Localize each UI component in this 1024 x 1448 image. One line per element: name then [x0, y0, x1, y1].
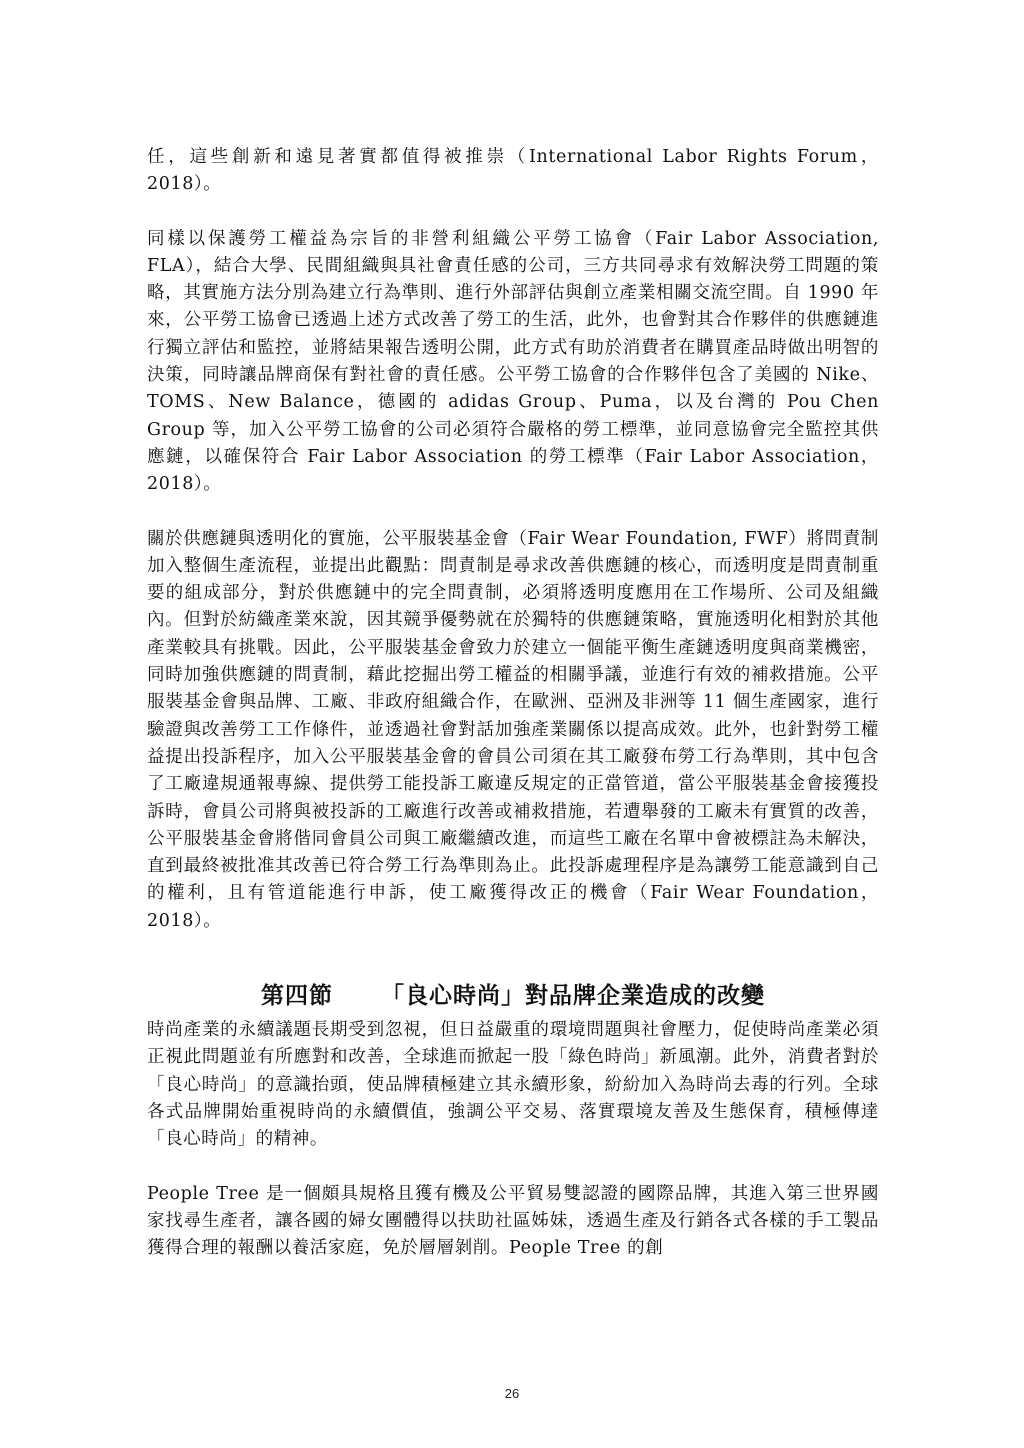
document-body	[147, 144, 879, 1262]
paragraph-fair-wear-foundation: 關於供應鏈與透明化的實施，公平服裝基金會（Fair Wear Foundation, FWF）將問責制加入整個生產流程，並提出此觀點：問責制是尋求改善供應鏈的核心，而透明度是問責制重要的組成部分，對於供應鏈中的完全問責制，必須將透明度應用在工作場所、公司及組織內。但對於紡織產業來說，因其競爭優勢就在於獨特的供應鏈策略，實施透明化相對於其他產業較具有挑戰。因此，公平服裝基金會致力於建立一個能平衡生產鏈透明度與商業機密，同時加強供應鏈的問責制，藉此挖掘出勞工權益的相關爭議，並進行有效的補救措施。公平服裝基金會與品牌、工廠、非政府組織合作，在歐洲、亞洲及非洲等 11 個生產國家，進行驗證與改善勞工工作條件，並透過社會對話加強產業關係以提高成效。此外，也針對勞工權益提出投訴程序，加入公平服裝基金會的會員公司須在其工廠發布勞工行為準則，其中包含了工廠違規通報專線、提供勞工能投訴工廠違反規定的正當管道，當公平服裝基金會接獲投訴時，會員公司將與被投訴的工廠進行改善或補救措施，若遭舉發的工廠未有實質的改善，公平服裝基金會將偕同會員公司與工廠繼續改進，而這些工廠在名單中會被標註為未解決，直到最終被批准其改善已符合勞工行為準則為止。此投訴處理程序是為讓勞工能意識到自己的權利，且有管道能進行申訴，使工廠獲得改正的機會（Fair Wear Foundation，2018）。	[147, 528, 879, 931]
paragraph-people-tree: People Tree 是一個頗具規格且獲有機及公平貿易雙認證的國際品牌，其進入第三世界國家找尋生產者，讓各國的婦女團體得以扶助社區姊妹，透過生產及行銷各式各樣的手工製品獲得合理的報酬以養活家庭，免於層層剝削。People Tree 的創	[147, 1183, 879, 1259]
paragraph-continuation: 任，這些創新和遠見著實都值得被推崇（International Labor Rights Forum，2018）。	[147, 147, 879, 195]
section-title: 「良心時尚」對品牌企業造成的改變	[381, 983, 765, 1010]
paragraph-sustainable-fashion: 時尚產業的永續議題長期受到忽視，但日益嚴重的環境問題與社會壓力，促使時尚產業必須正視此問題並有所應對和改善，全球進而掀起一股「綠色時尚」新風潮。此外，消費者對於「良心時尚」的意識抬頭，使品牌積極建立其永續形象，紛紛加入為時尚去毒的行列。全球各式品牌開始重視時尚的永續價值，強調公平交易、落實環境友善及生態保育，積極傳達「良心時尚」的精神。	[147, 1020, 879, 1150]
section-number: 第四節	[261, 983, 333, 1010]
paragraph-fair-labor-association: 同樣以保護勞工權益為宗旨的非營利組織公平勞工協會（Fair Labor Association, FLA），結合大學、民間組織與具社會責任感的公司，三方共同尋求有效解決勞工問題的策略，其實施方法分別為建立行為準則、進行外部評估與創立產業相關交流空間。自 1990 年來，公平勞工協會已透過上述方式改善了勞工的生活，此外，也會對其合作夥伴的供應鏈進行獨立評估和監控，並將結果報告透明公開，此方式有助於消費者在購買產品時做出明智的決策，同時讓品牌商保有對社會的責任感。公平勞工協會的合作夥伴包含了美國的 Nike、TOMS、New Balance，德國的 adidas Group、Puma，以及台灣的 Pou Chen Group 等，加入公平勞工協會的公司必須符合嚴格的勞工標準，並同意協會完全監控其供應鏈，以確保符合 Fair Labor Association 的勞工標準（Fair Labor Association，2018）。	[147, 228, 879, 495]
section-heading	[147, 981, 879, 1011]
page-number: 26	[504, 1386, 520, 1401]
